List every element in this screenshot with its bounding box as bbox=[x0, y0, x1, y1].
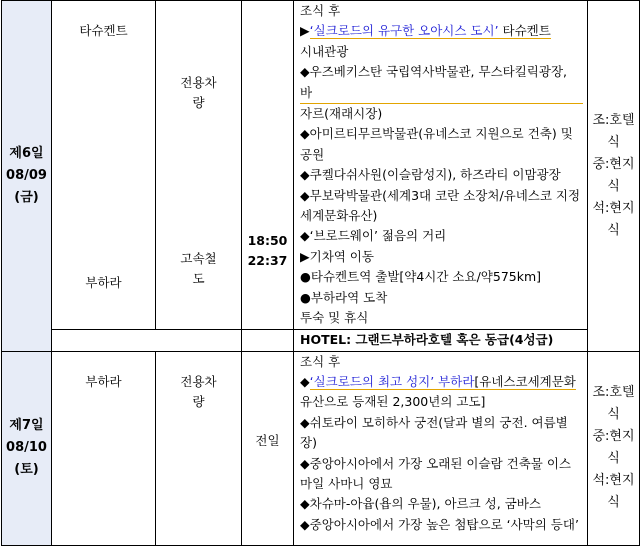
day6-label: 제6일 08/09 (금) bbox=[2, 1, 52, 352]
arrive-time: 22:37 bbox=[247, 253, 288, 269]
day7-transport: 전용차 량 bbox=[156, 351, 242, 545]
day6-city-bottom: 부하라 bbox=[85, 275, 122, 290]
day6-meals: 조:호텔 식 중:현지 식 석:현지 식 bbox=[588, 1, 640, 352]
day6-hotel: HOTEL: 그랜드부하라호텔 혹은 동급(4성급) bbox=[294, 329, 588, 351]
day6-transport-top: 전용차 량 bbox=[180, 75, 217, 111]
day6-times bbox=[242, 1, 294, 330]
day7-program: 조식 후 ◆‘실크로드의 최고 성지’ 부하라[유네스코세계문화 유산으로 등재된 2,300년의 고도] ◆쉬토라이 모히하사 궁전(달과 별의 궁전. 여름별 장) ◆중앙아시아에서 가장 오래된 이슬람 건축물 이스 마일 사마니 영묘 ◆차슈마-아윱(욥의 우물), 아르크 성, 굼바스 ◆중앙아시아에서 가장 높은 첨탑으로 ‘사막의 등대’ bbox=[294, 351, 588, 545]
day6-city bbox=[52, 1, 156, 330]
day7-meals: 조:호텔 식 중:현지 식 석:현지 식 bbox=[588, 351, 640, 545]
day6-city-top: 타슈켄트 bbox=[79, 23, 128, 38]
day7-time: 전일 bbox=[242, 351, 294, 545]
day7-label: 제7일 08/10 (토) bbox=[2, 351, 52, 545]
depart-time: 18:50 bbox=[247, 233, 288, 248]
itinerary-table bbox=[1, 0, 640, 546]
day6-program: 조식 후 ▶‘실크로드의 유구한 오아시스 도시’ 타슈켄트 시내관광 ◆우즈베키스탄 국립역사박물관, 무스타킬릭광장, 바 자르(재래시장) ◆아미르티무르박물관(유네스코 지원으로 건축) 및 공원 ◆쿠켈다쉬사원(이슬람성지), 하즈라티 이맘광장 ◆무보락박물관(세계3대 코란 소장처/유네스코 지정 세계문화유산) ◆‘브로드웨이’ 젊음의 거리 ▶기차역 이동 ●타슈켄트역 출발[약4시간 소요/약575km] ●부하라역 도착 투숙 및 휴식 bbox=[294, 1, 588, 330]
day6-transport-bottom: 고속철 도 bbox=[180, 251, 217, 287]
day6-transport bbox=[156, 1, 242, 330]
day7-highlight: ‘실크로드의 최고 성지’ 부하라 bbox=[309, 373, 475, 389]
day6-highlight: ‘실크로드의 유구한 오아시스 도시’ bbox=[309, 23, 499, 39]
day7-city: 부하라 bbox=[52, 351, 156, 545]
